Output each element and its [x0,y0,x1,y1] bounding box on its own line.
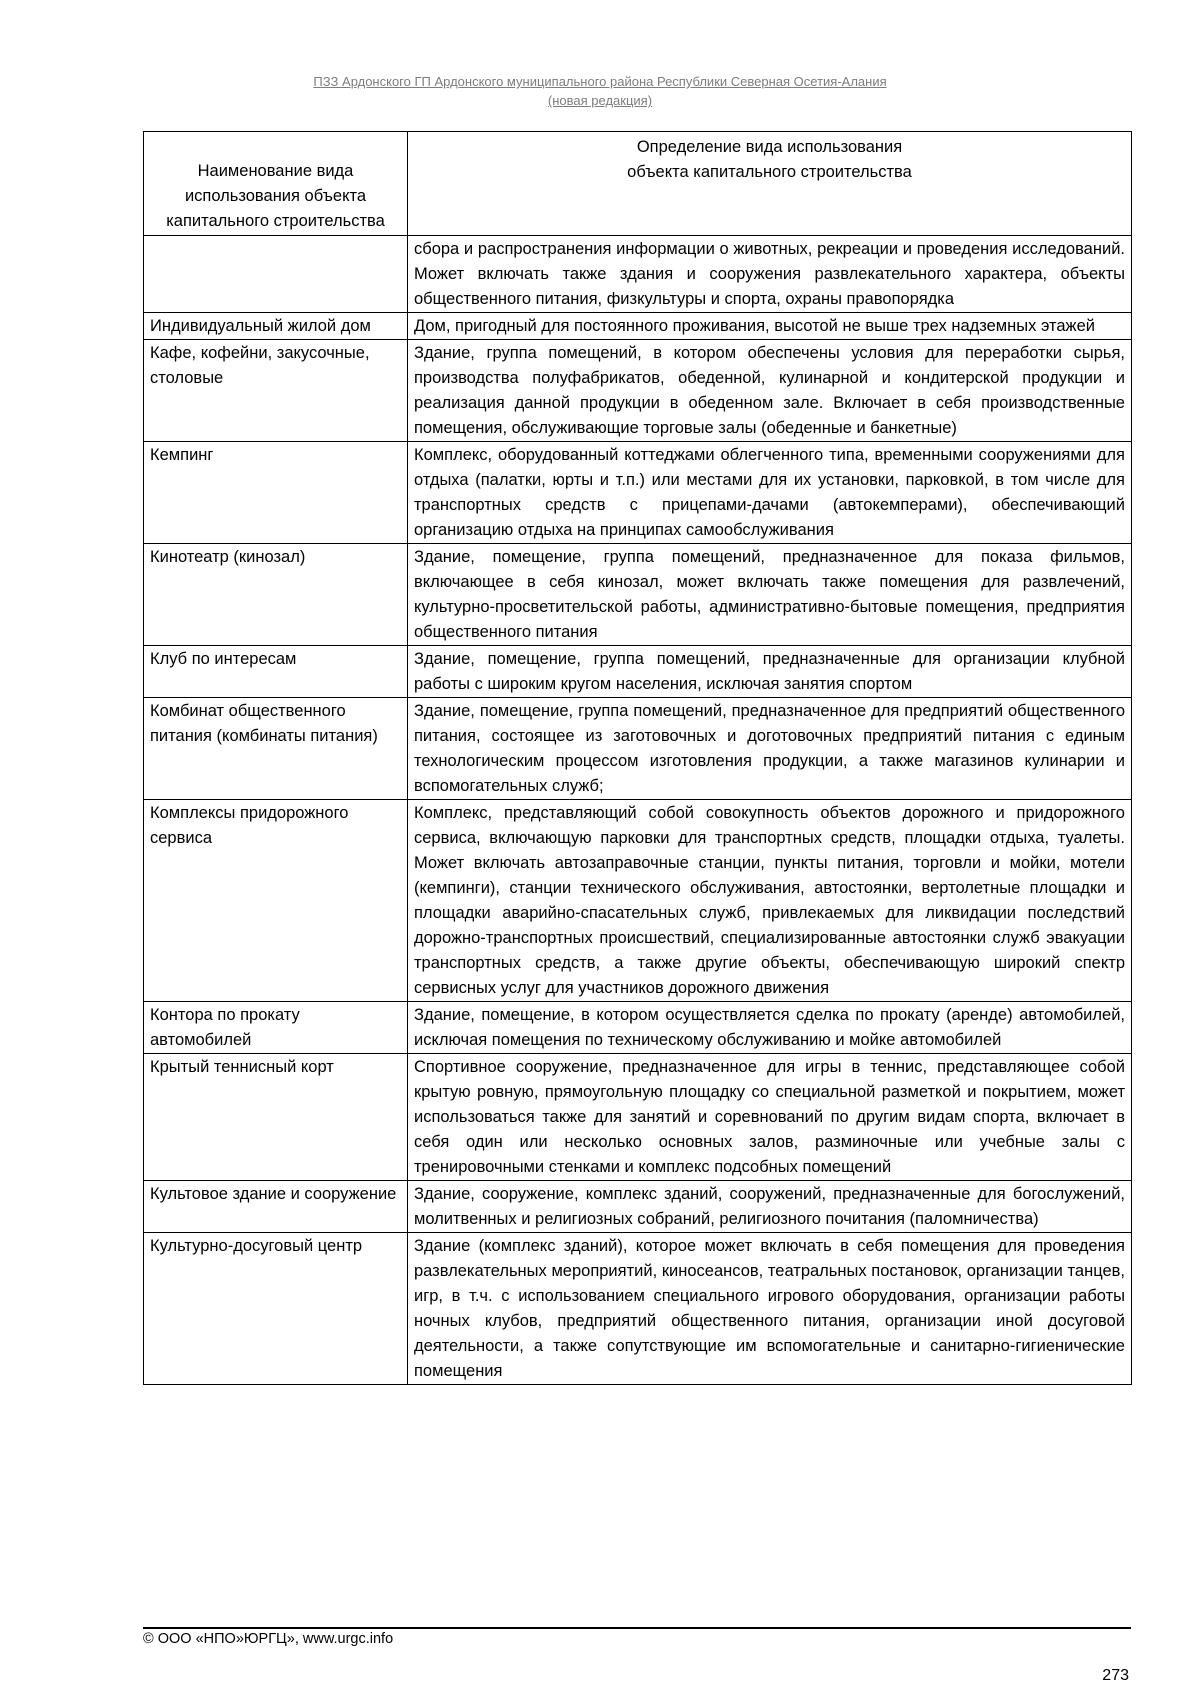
use-type-definition: Здание, помещение, группа помещений, предназначенное для предприятий общественного питания, состоящее из заготовочных и доготовочных предприятий питания с единым технологическим процессом изготовления продукции, а также магазинов кулинарии и вспомогательных служб; [408,698,1132,800]
footer-copyright: © ООО «НПО»ЮРГЦ», www.urgc.info [143,1631,394,1647]
table-row [144,1054,1132,1181]
use-type-definition: Здание, помещение, группа помещений, предназначенные для организации клубной работы с широким кругом населения, исключая занятия спортом [408,646,1132,698]
use-type-definition: Спортивное сооружение, предназначенное для игры в теннис, представляющее собой крытую ровную, прямоугольную площадку со специальной разметкой и покрытием, может использоваться также для занятий и соревнований по другим видам спорта, включает в себя один или несколько основных залов, разминочные или учебные залы с тренировочными стенками и комплекс подсобных помещений [408,1054,1132,1181]
page-number: 273 [1102,1667,1129,1684]
column-header-name-text: Наименование вида использования объекта капитального строительства [166,162,385,230]
table-row [144,544,1132,646]
running-header-title: ПЗЗ Ардонского ГП Ардонского муниципального района Республики Северная Осетия-Алания [313,74,887,89]
table-row [144,236,1132,313]
footer-divider [143,1627,1131,1629]
running-header-edition: (новая редакция) [547,93,653,108]
table-row [144,800,1132,1002]
use-type-name: Культовое здание и сооружение [144,1181,408,1233]
use-type-definition: Комплекс, оборудованный коттеджами облегченного типа, временными сооружениями для отдыха (палатки, юрты и т.п.) или местами для их установки, парковкой, в том числе для транспортных средств с прицепами-дачами (автокемперами), обеспечивающий организацию отдыха на принципах самообслуживания [408,442,1132,544]
table-row [144,313,1132,340]
use-type-definition: Здание, помещение, группа помещений, предназначенное для показа фильмов, включающее в себя кинозал, может включать также помещения для развлечений, культурно-просветительской работы, административно-бытовые помещения, предприятия общественного питания [408,544,1132,646]
use-type-definition: Здание, группа помещений, в котором обеспечены условия для переработки сырья, производства полуфабрикатов, обеденной, кулинарной и кондитерской продукции и реализация данной продукции в обеденном зале. Включает в себя производственные помещения, обслуживающие торговые залы (обеденные и банкетные) [408,340,1132,442]
use-type-definition: Комплекс, представляющий собой совокупность объектов дорожного и придорожного сервиса, включающую парковки для транспортных средств, площадки отдыха, туалеты. Может включать автозаправочные станции, пункты питания, торговли и мойки, мотели (кемпинги), станции технического обслуживания, автостоянки, вертолетные площадки и площадки аварийно-спасательных служб, привлекаемых для ликвидации последствий дорожно-транспортных происшествий, специализированные автостоянки служб эвакуации транспортных средств, а также другие объекты, обеспечивающую широкий спектр сервисных услуг для участников дорожного движения [408,800,1132,1002]
table-row [144,442,1132,544]
use-type-definition: Здание, сооружение, комплекс зданий, сооружений, предназначенные для богослужений, молитвенных и религиозных собраний, религиозного почитания (паломничества) [408,1181,1132,1233]
use-type-name: Культурно-досуговый центр [144,1233,408,1385]
use-type-name: Крытый теннисный корт [144,1054,408,1181]
use-type-name: Комбинат общественного питания (комбинаты питания) [144,698,408,800]
table-row [144,340,1132,442]
table-row [144,646,1132,698]
running-header [0,72,1200,110]
column-header-definition-line1: Определение вида использования [636,138,903,156]
use-type-name: Кинотеатр (кинозал) [144,544,408,646]
use-type-definition: сбора и распространения информации о животных, рекреации и проведения исследований. Может включать также здания и сооружения развлекательного характера, объекты общественного питания, физкультуры и спорта, охраны правопорядка [408,236,1132,313]
use-type-definition: Здание, помещение, в котором осуществляется сделка по прокату (аренде) автомобилей, исключая помещения по техническому обслуживанию и мойке автомобилей [408,1002,1132,1054]
table-body [144,236,1132,1385]
use-type-name: Кафе, кофейни, закусочные, столовые [144,340,408,442]
use-type-name: Клуб по интересам [144,646,408,698]
column-header-definition [408,132,1132,236]
use-type-definition: Здание (комплекс зданий), которое может включать в себя помещения для проведения развлекательных мероприятий, киносеансов, театральных постановок, организации танцев, игр, в т.ч. с использованием специального игрового оборудования, организации работы ночных клубов, предприятий общественного питания, организации иной досуговой деятельности, а также сопутствующие им вспомогательные и санитарно-гигиенические помещения [408,1233,1132,1385]
use-type-definition: Дом, пригодный для постоянного проживания, высотой не выше трех надземных этажей [408,313,1132,340]
land-use-table [143,131,1132,1385]
table-header-row [144,132,1132,236]
table-row [144,1002,1132,1054]
table-row [144,1181,1132,1233]
use-type-name: Контора по прокату автомобилей [144,1002,408,1054]
use-type-name: Комплексы придорожного сервиса [144,800,408,1002]
use-type-name: Кемпинг [144,442,408,544]
table-row [144,698,1132,800]
table-header [144,132,1132,236]
use-type-name [144,236,408,313]
use-type-name: Индивидуальный жилой дом [144,313,408,340]
table-row [144,1233,1132,1385]
column-header-definition-line2: объекта капитального строительства [627,163,912,181]
column-header-name [144,132,408,236]
